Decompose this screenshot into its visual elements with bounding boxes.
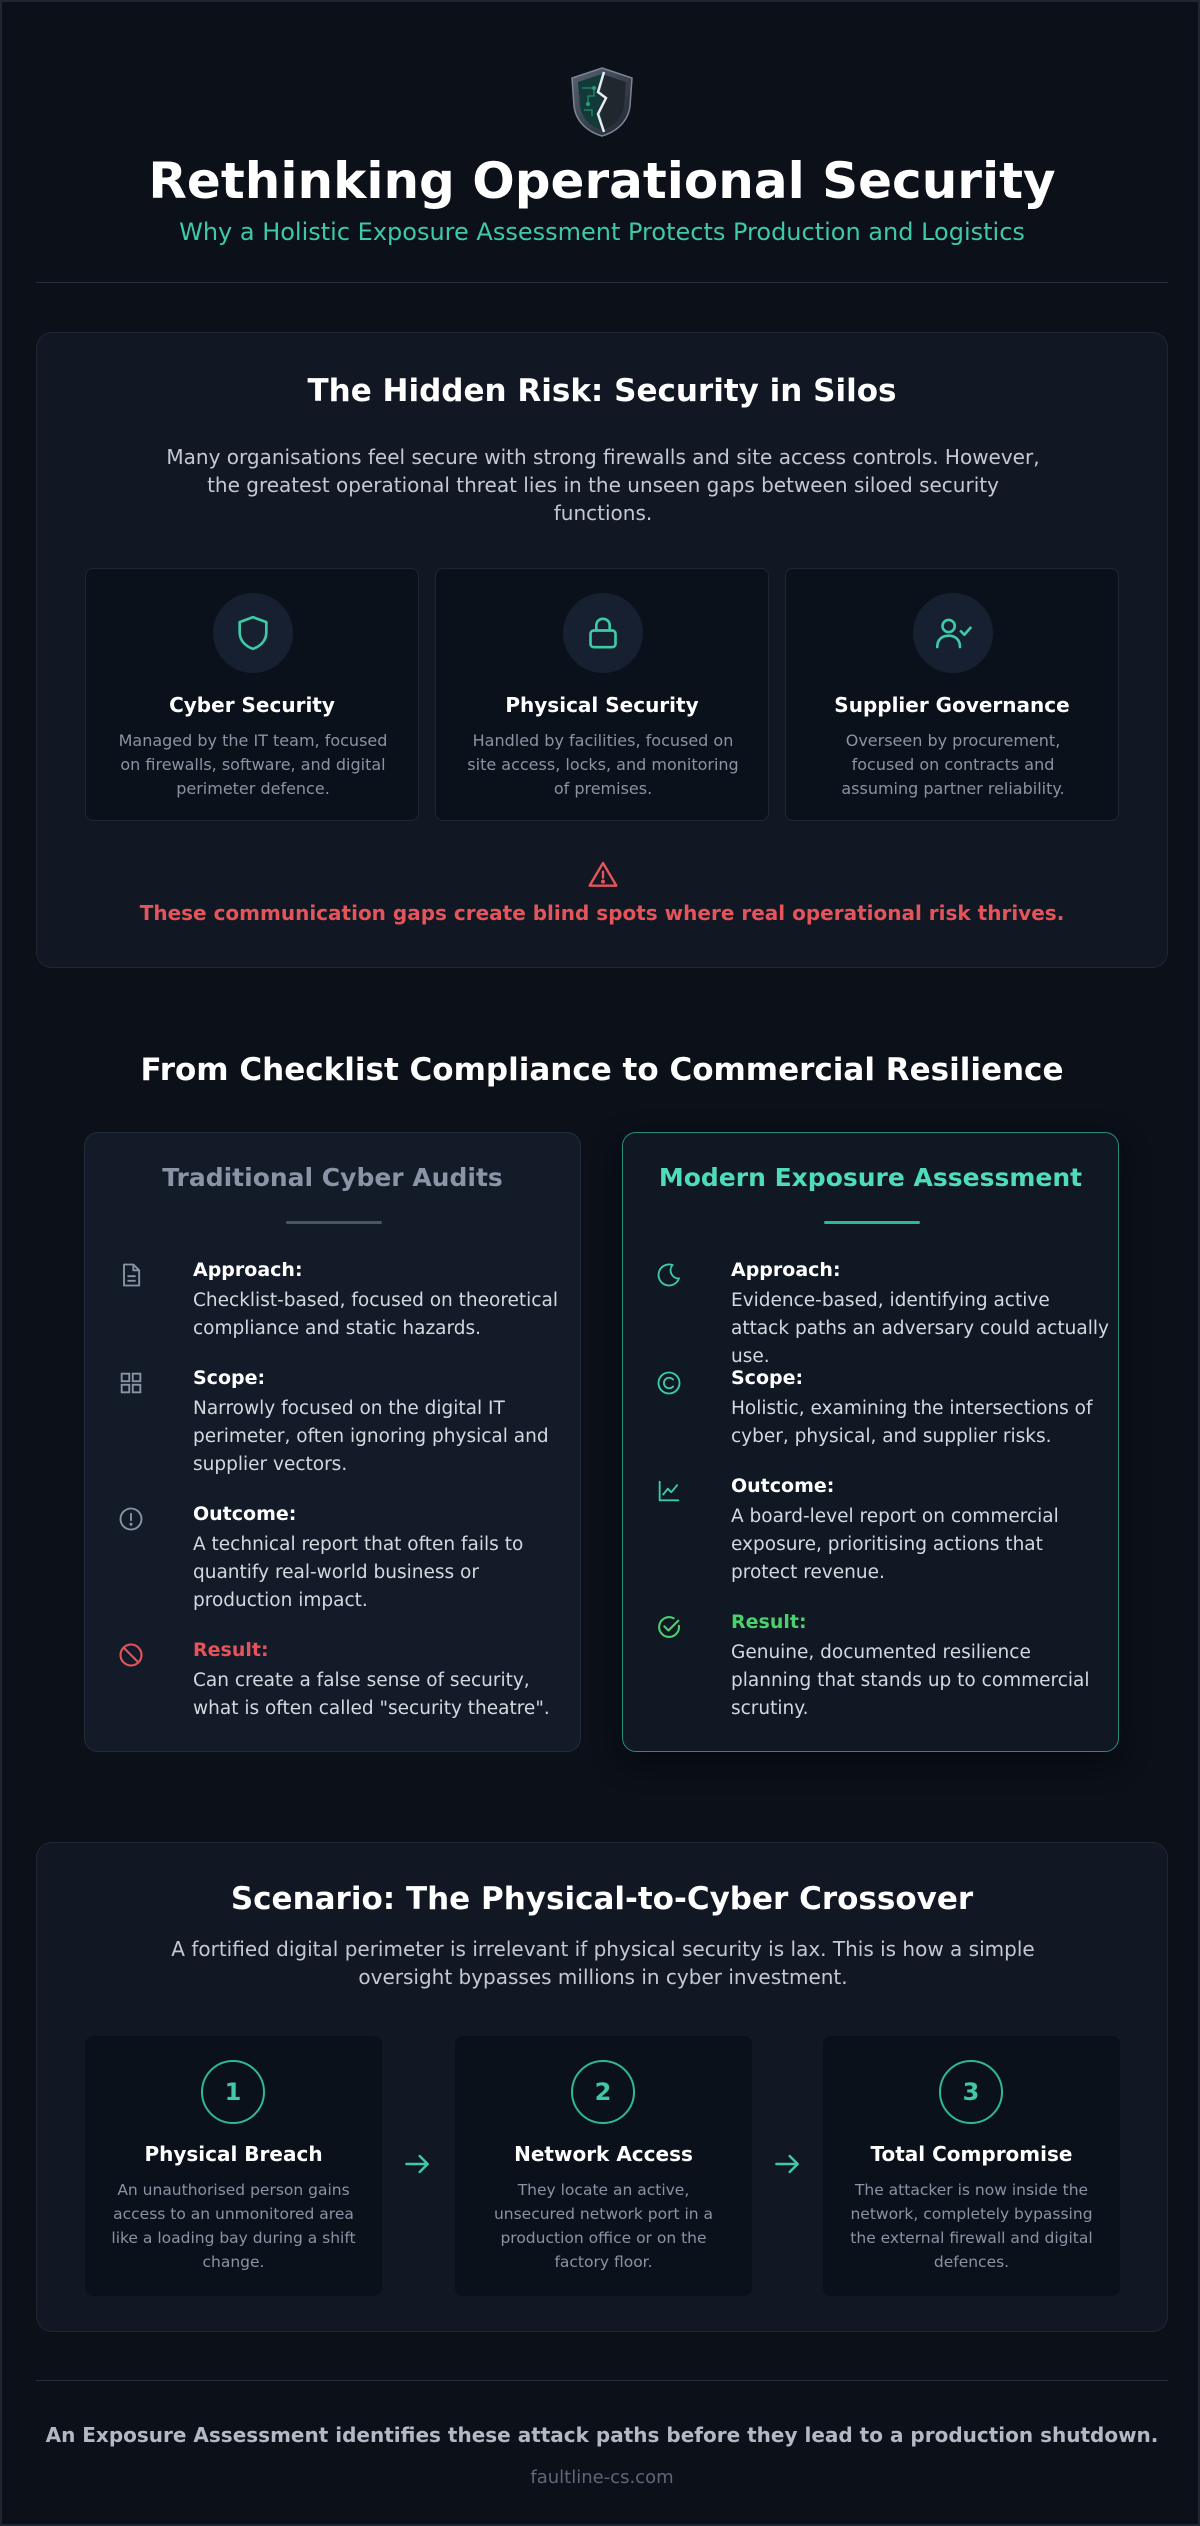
- silo-title: Physical Security: [505, 693, 699, 717]
- silos-intro: Many organisations feel secure with strong firewalls and site access controls. However, the greatest operational threat lies in the unseen gaps between siloed security functions.: [166, 445, 1040, 525]
- scenario-intro: A fortified digital perimeter is irrelevant if physical security is lax. This is how a simple oversight bypasses millions in cyber investment.: [171, 1937, 1035, 1989]
- shield-icon: [233, 613, 273, 653]
- grid-icon: [117, 1369, 145, 1397]
- page-subtitle: Why a Holistic Exposure Assessment Protects Production and Logistics: [179, 218, 1025, 246]
- traditional-divider: [286, 1221, 382, 1224]
- crescent-icon: [655, 1261, 683, 1289]
- arrow-right-icon: [771, 2148, 803, 2180]
- step-title: Total Compromise: [870, 2142, 1073, 2166]
- step-title: Physical Breach: [144, 2142, 323, 2166]
- modern-title: Modern Exposure Assessment: [658, 1163, 1083, 1192]
- modern-assessment-card: Modern Exposure Assessment Approach: Evidence-based, identifying active attack paths an adversary could actually use. Scope: Holistic, examining the intersections of cyber, physical, and supplier risks. Outcome: A board-level report on commercial exposure, prioritising actions that protect revenue. Result: Genuine, documented resilience planning that stands up to commercial scrutiny.: [622, 1132, 1119, 1752]
- step-text: An unauthorised person gains access to an unmonitored area like a loading bay during a shift change.: [111, 2181, 356, 2271]
- step-number: 3: [939, 2060, 1003, 2124]
- footer-url-link[interactable]: faultline-cs.com: [530, 2467, 674, 2488]
- arrow-right-icon: [401, 2148, 433, 2180]
- ban-icon: [117, 1641, 145, 1669]
- step-number: 2: [571, 2060, 635, 2124]
- silo-card-cyber: [85, 568, 419, 821]
- silos-warning: These communication gaps create blind spots where real operational risk thrives.: [139, 901, 1065, 925]
- silos-panel: [36, 332, 1168, 968]
- user-check-icon: [932, 612, 974, 654]
- modern-divider: [824, 1221, 920, 1224]
- comparison-title: From Checklist Compliance to Commercial Resilience: [140, 1052, 1064, 1088]
- step-text: They locate an active, unsecured network port in a production office or on the factory floor.: [493, 2181, 714, 2271]
- silo-card-physical: [435, 568, 769, 821]
- header-divider: [36, 282, 1168, 283]
- step-card-3: [823, 2036, 1120, 2296]
- footer-divider: [36, 2380, 1168, 2381]
- warning-triangle-icon: [587, 859, 619, 891]
- scenario-title: Scenario: The Physical-to-Cyber Crossover: [230, 1881, 974, 1917]
- step-number: 1: [201, 2060, 265, 2124]
- silo-text: Handled by facilities, focused on site access, locks, and monitoring of premises.: [467, 731, 739, 798]
- step-title: Network Access: [514, 2142, 693, 2166]
- shield-logo-icon: [568, 66, 636, 138]
- silos-title: The Hidden Risk: Security in Silos: [307, 373, 897, 409]
- page-title: Rethinking Operational Security: [148, 152, 1056, 210]
- document-icon: [117, 1261, 145, 1289]
- lock-icon: [583, 613, 623, 653]
- step-card-2: [455, 2036, 752, 2296]
- traditional-audits-card: Traditional Cyber Audits Approach: Checklist-based, focused on theoretical compliance and static hazards. Scope: Narrowly focused on the digital IT perimeter, often ignoring physical and supplier vectors. Outcome: A technical report that often fails to quantify real-world business or production impact. Result: Can create a false sense of security, what is often called "security theatre".: [84, 1132, 581, 1752]
- silo-card-supplier: [785, 568, 1119, 821]
- footer-text: An Exposure Assessment identifies these attack paths before they lead to a production shutdown.: [45, 2423, 1159, 2447]
- traditional-title: Traditional Cyber Audits: [162, 1163, 503, 1192]
- step-text: The attacker is now inside the network, completely bypassing the external firewall and digital defences.: [850, 2181, 1093, 2271]
- circle-c-icon: [655, 1369, 683, 1397]
- scenario-panel: [36, 1842, 1168, 2332]
- check-circle-icon: [655, 1613, 683, 1641]
- silo-text: Overseen by procurement, focused on contracts and assuming partner reliability.: [841, 731, 1065, 798]
- alert-circle-icon: [117, 1505, 145, 1533]
- silo-text: Managed by the IT team, focused on firewalls, software, and digital perimeter defence.: [118, 731, 388, 798]
- silo-title: Supplier Governance: [834, 693, 1070, 717]
- step-card-1: [85, 2036, 382, 2296]
- chart-line-icon: [655, 1477, 683, 1505]
- silo-title: Cyber Security: [169, 693, 335, 717]
